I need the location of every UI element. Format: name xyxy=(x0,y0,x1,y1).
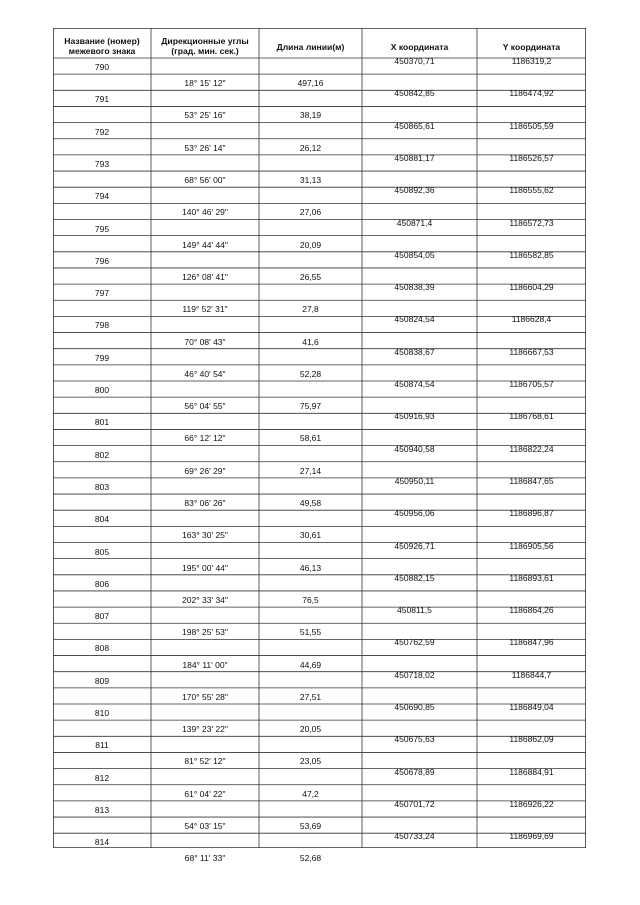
y-coordinate: 1186849,04 xyxy=(509,702,554,712)
line-length: 53,69 xyxy=(299,821,322,832)
boundary-points-table xyxy=(53,28,586,864)
y-coordinate: 1186526,57 xyxy=(509,152,554,163)
line-length: 58,61 xyxy=(299,433,322,444)
y-coordinate: 1186864,26 xyxy=(509,605,554,616)
y-coordinate: 1186905,56 xyxy=(509,540,554,551)
x-coordinate: 450733,24 xyxy=(394,831,435,842)
x-coordinate: 450950,11 xyxy=(394,475,435,486)
y-coordinate: 1186505,59 xyxy=(509,120,554,131)
line-length: 26,12 xyxy=(299,142,322,153)
y-coordinate: 1186319,2 xyxy=(511,56,552,66)
header-point-name-line1: Название (номер) xyxy=(64,36,140,46)
point-name: 807 xyxy=(94,611,110,622)
x-coordinate: 450854,05 xyxy=(394,249,435,260)
header-x-coordinate xyxy=(362,42,477,52)
direction-angle: 68° 56' 00" xyxy=(184,175,226,186)
y-coordinate: 1186862,09 xyxy=(509,734,554,745)
line-length: 23,05 xyxy=(299,756,322,767)
line-length: 27,14 xyxy=(299,465,322,476)
point-name: 795 xyxy=(94,223,110,234)
line-length: 49,58 xyxy=(299,498,322,509)
point-name: 805 xyxy=(94,546,110,557)
line-length: 75,97 xyxy=(299,401,322,412)
y-coordinate: 1186555,62 xyxy=(509,185,554,196)
x-coordinate: 450865,61 xyxy=(394,120,435,131)
x-coordinate: 450701,72 xyxy=(394,798,435,809)
direction-angle: 54° 03' 15" xyxy=(184,821,226,832)
direction-angle: 61° 04' 22" xyxy=(184,788,226,799)
direction-angle: 149° 44' 44" xyxy=(182,239,228,250)
point-name: 798 xyxy=(94,320,110,331)
point-name: 810 xyxy=(94,708,110,718)
point-name: 801 xyxy=(94,417,110,428)
line-length: 20,09 xyxy=(299,239,322,250)
header-line-length xyxy=(259,42,362,52)
x-coordinate: 450892,36 xyxy=(394,185,435,196)
header-point-name xyxy=(53,36,151,56)
x-coordinate: 450926,71 xyxy=(394,540,435,551)
direction-angle: 184° 11' 00" xyxy=(182,659,228,670)
y-coordinate: 1186768,61 xyxy=(509,411,554,422)
line-length: 52,28 xyxy=(299,368,322,379)
direction-angle: 81° 52' 12" xyxy=(184,756,226,767)
x-coordinate: 450882,15 xyxy=(394,572,435,583)
x-coordinate: 450838,67 xyxy=(394,346,435,357)
x-coordinate: 450811,5 xyxy=(397,605,432,616)
line-length: 27,51 xyxy=(299,691,322,702)
direction-angle: 202° 33' 34" xyxy=(182,594,228,605)
direction-angle: 83° 06' 26" xyxy=(184,498,226,509)
x-coordinate: 450838,39 xyxy=(394,282,435,293)
direction-angle: 69° 26' 29" xyxy=(184,465,226,476)
line-length: 41,6 xyxy=(302,336,319,347)
point-name: 791 xyxy=(94,94,110,105)
x-coordinate: 450842,85 xyxy=(394,88,435,99)
header-y-coordinate-text: Y координата xyxy=(502,42,561,52)
direction-angle: 53° 25' 16" xyxy=(184,110,226,121)
direction-angle: 195° 00' 44" xyxy=(182,562,228,573)
line-length: 51,55 xyxy=(299,627,322,638)
y-coordinate: 1186893,61 xyxy=(509,572,554,583)
y-coordinate: 1186582,85 xyxy=(509,249,554,260)
point-name: 814 xyxy=(94,837,110,848)
y-coordinate: 1186847,65 xyxy=(509,475,554,486)
x-coordinate: 450874,54 xyxy=(394,379,435,389)
x-coordinate: 450678,89 xyxy=(394,766,435,777)
header-y-coordinate xyxy=(477,42,586,52)
line-length: 47,2 xyxy=(302,788,319,799)
line-length: 52,68 xyxy=(299,853,322,864)
line-length: 497,16 xyxy=(297,78,324,89)
line-length: 26,55 xyxy=(299,271,322,282)
x-coordinate: 450675,63 xyxy=(394,734,435,745)
x-coordinate: 450940,58 xyxy=(394,443,435,454)
y-coordinate: 1186926,22 xyxy=(509,798,554,809)
direction-angle: 66° 12' 12" xyxy=(184,433,226,444)
direction-angle: 140° 46' 29" xyxy=(182,207,228,218)
point-name: 804 xyxy=(94,514,110,525)
point-name: 790 xyxy=(94,62,110,72)
direction-angle: 119° 52' 31" xyxy=(182,304,228,315)
point-name: 797 xyxy=(94,288,110,299)
x-coordinate: 450690,85 xyxy=(394,702,435,712)
y-coordinate: 1186628,4 xyxy=(511,314,552,325)
direction-angle: 163° 30' 25" xyxy=(182,530,228,541)
line-length: 44,69 xyxy=(299,659,322,670)
point-name: 796 xyxy=(94,255,110,266)
point-name: 803 xyxy=(94,481,110,492)
y-coordinate: 1186896,87 xyxy=(509,508,554,519)
y-coordinate: 1186667,53 xyxy=(509,346,554,357)
direction-angle: 139° 23' 22" xyxy=(182,724,228,735)
header-x-coordinate-text: X координата xyxy=(390,42,449,52)
direction-angle: 46° 40' 54" xyxy=(184,368,226,379)
direction-angle: 70° 08' 43" xyxy=(184,336,226,347)
direction-angle: 126° 08' 41" xyxy=(182,271,228,282)
y-coordinate: 1186844,7 xyxy=(511,669,552,680)
point-name: 812 xyxy=(94,772,110,783)
point-name: 800 xyxy=(94,385,110,395)
direction-angle: 18° 15' 12" xyxy=(184,78,226,89)
line-length: 76,5 xyxy=(302,594,319,605)
line-length: 20,05 xyxy=(299,724,322,735)
y-coordinate: 1186884,91 xyxy=(509,766,554,777)
line-length: 31,13 xyxy=(299,175,322,186)
x-coordinate: 450718,02 xyxy=(394,669,435,680)
point-name: 794 xyxy=(94,191,110,202)
point-name: 808 xyxy=(94,643,110,654)
header-direction-angle-line2: (град. мин. сек.) xyxy=(171,46,239,56)
line-length: 30,61 xyxy=(299,530,322,541)
y-coordinate: 1186705,57 xyxy=(509,379,554,389)
x-coordinate: 450871,4 xyxy=(396,217,433,228)
y-coordinate: 1186822,24 xyxy=(509,443,554,454)
point-name: 799 xyxy=(94,352,110,363)
x-coordinate: 450824,54 xyxy=(394,314,435,325)
point-name: 813 xyxy=(94,804,110,815)
x-coordinate: 450762,59 xyxy=(394,637,435,648)
point-name: 792 xyxy=(94,126,110,137)
header-point-name-line2: межевого знака xyxy=(68,46,136,56)
y-coordinate: 1186572,73 xyxy=(509,217,554,228)
direction-angle: 68° 11' 33" xyxy=(184,853,226,864)
point-name: 793 xyxy=(94,158,110,169)
header-direction-angle-line1: Дирекционные углы xyxy=(161,36,249,46)
direction-angle: 170° 55' 28" xyxy=(182,691,228,702)
line-length: 27,06 xyxy=(299,207,322,218)
point-name: 806 xyxy=(94,578,110,589)
line-length: 38,19 xyxy=(299,110,322,121)
line-length: 27,8 xyxy=(302,304,319,315)
line-length: 46,13 xyxy=(299,562,322,573)
header-line-length-text: Длина линии(м) xyxy=(276,42,345,52)
point-name: 802 xyxy=(94,449,110,460)
x-coordinate: 450881,17 xyxy=(394,152,435,163)
direction-angle: 56° 04' 55" xyxy=(184,401,226,412)
x-coordinate: 450370,71 xyxy=(394,56,435,66)
y-coordinate: 1186474,92 xyxy=(509,88,554,99)
direction-angle: 198° 25' 53" xyxy=(182,627,228,638)
point-name: 811 xyxy=(95,740,109,751)
y-coordinate: 1186604,29 xyxy=(509,282,554,293)
x-coordinate: 450916,93 xyxy=(394,411,435,422)
y-coordinate: 1186847,96 xyxy=(509,637,554,648)
header-direction-angle xyxy=(151,36,259,56)
direction-angle: 53° 26' 14" xyxy=(184,142,226,153)
y-coordinate: 1186969,69 xyxy=(509,831,554,842)
x-coordinate: 450956,06 xyxy=(394,508,435,519)
point-name: 809 xyxy=(94,675,110,686)
